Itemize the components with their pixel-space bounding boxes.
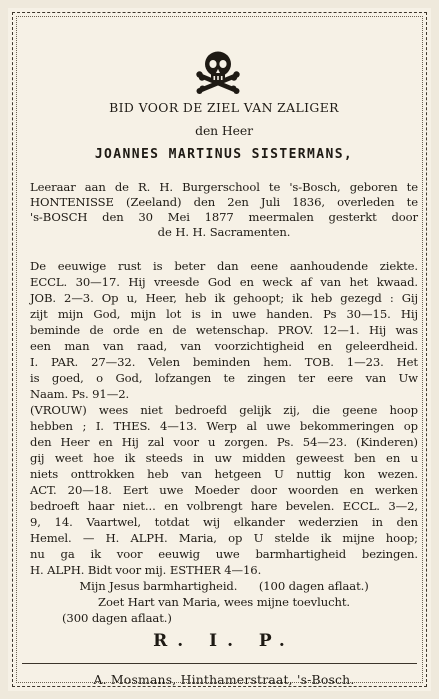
memorial-card <box>8 8 431 691</box>
prayer-line-9: Naam. Ps. 91—2. <box>30 387 130 401</box>
prayer-line-18: Hemel. — H. ALPH. Maria, op U stelde ik mijne hoop; <box>30 531 418 545</box>
prayer-line-12: den Heer en Hij zal voor u zorgen. Ps. 54—23. (Kinderen) <box>30 435 418 449</box>
prayer-line-15: ACT. 20—18. Eert uwe Moeder door woorden en werken <box>30 483 418 497</box>
prayer-heading: BID VOOR DE ZIEL VAN ZALIGER <box>109 100 339 115</box>
prayer-line-1: De eeuwige rust is beter dan eene aanhoudende ziekte. <box>30 259 418 273</box>
prayer-line-3: JOB. 2—3. Op u, Heer, heb ik gehoopt; ik heb gezegd : Gij <box>30 291 418 305</box>
prayer-line-8: is goed, o God, lofzangen te zingen ter eere van Uw <box>30 371 418 385</box>
bio-line-3: 's-BOSCH den 30 Mei 1877 meermalen gesterkt door <box>30 210 418 224</box>
prayer-line-4: zijt mijn God, mijn lot is in uwe handen. Ps 30—15. Hij <box>30 307 418 321</box>
indulgence-line-3: (300 dagen aflaat.) <box>62 611 172 625</box>
prayer-line-10: (VROUW) wees niet bedroefd gelijk zij, die geene hoop <box>30 403 418 417</box>
rip-text: R. I. P. <box>153 631 295 651</box>
footer-divider <box>22 663 417 664</box>
prayer-line-16: bedroeft haar niet... en volbrengt hare bevelen. ECCL. 3—2, <box>30 499 418 513</box>
prayer-line-5: beminde de orde en de wetenschap. PROV. 12—1. Hij was <box>30 323 418 337</box>
prayer-line-20: H. ALPH. Bidt voor mij. ESTHER 4—16. <box>30 563 262 577</box>
prayer-line-19: nu ga ik voor eeuwig uwe barmhartigheid bezingen. <box>30 547 418 561</box>
prayer-line-14: niets onttrokken heb van hetgeen U nuttig kon wezen. <box>30 467 418 481</box>
prayer-line-17: 9, 14. Vaartwel, totdat wij elkander wederzien in den <box>30 515 418 529</box>
prayer-line-13: gij weet hoe ik steeds in uw midden geweest ben en u <box>30 451 418 465</box>
prayer-line-6: een man van raad, van voorzichtigheid en geleerdheid. <box>30 339 418 353</box>
indulgence-line-2: Zoet Hart van Maria, wees mijne toevlucht. <box>97 595 350 609</box>
bio-line-2: HONTENISSE (Zeeland) den 2en Juli 1836, overleden te <box>30 195 418 209</box>
honorific: den Heer <box>195 123 253 138</box>
deceased-name: JOANNES MARTINUS SISTERMANS, <box>94 147 354 162</box>
prayer-line-2: ECCL. 30—17. Hij vreesde God en weck af van het kwaad. <box>30 275 418 289</box>
indulgence-line-1: Mijn Jesus barmhartigheid. (100 dagen aflaat.) <box>79 579 369 593</box>
printer-imprint: A. Mosmans, Hinthamerstraat, 's-Bosch. <box>93 672 355 687</box>
prayer-line-7: I. PAR. 27—32. Velen beminden hem. TOB. 1—23. Het <box>30 355 418 369</box>
bio-line-4: de H. H. Sacramenten. <box>157 225 291 239</box>
skull-crossbones-icon <box>194 46 242 94</box>
bio-line-1: Leeraar aan de R. H. Burgerschool te 's-Bosch, geboren te <box>30 180 418 194</box>
prayer-line-11: hebben ; I. THES. 4—13. Werp al uwe bekommeringen op <box>30 419 418 433</box>
